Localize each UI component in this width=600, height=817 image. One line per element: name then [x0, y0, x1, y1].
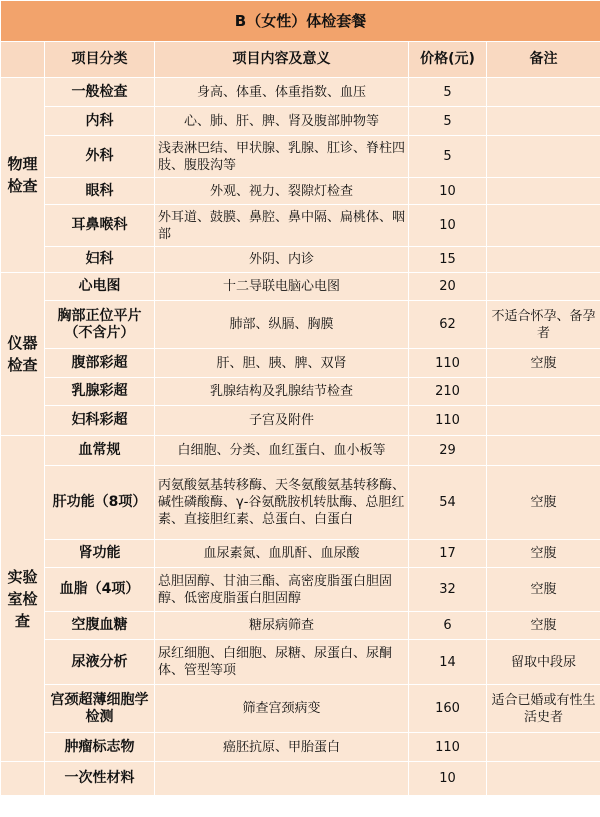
- item-name: 一般检查: [45, 78, 155, 107]
- item-price: 5: [409, 107, 487, 136]
- item-content: 乳腺结构及乳腺结节检查: [155, 378, 409, 406]
- item-note: [487, 247, 600, 273]
- item-price: 110: [409, 349, 487, 378]
- table-row: [1, 640, 600, 685]
- item-note: 空腹: [487, 540, 600, 568]
- item-name: 妇科彩超: [45, 406, 155, 436]
- header-price: 价格(元): [409, 42, 487, 78]
- item-note: [487, 406, 600, 436]
- item-note: [487, 733, 600, 762]
- item-name: 胸部正位平片（不含片）: [45, 301, 155, 349]
- item-name: 妇科: [45, 247, 155, 273]
- item-content: 肝、胆、胰、脾、双肾: [155, 349, 409, 378]
- item-note: 空腹: [487, 612, 600, 640]
- item-note: [487, 762, 600, 796]
- item-content: 子宫及附件: [155, 406, 409, 436]
- item-content: 十二导联电脑心电图: [155, 273, 409, 301]
- item-content: 身高、体重、体重指数、血压: [155, 78, 409, 107]
- item-name: 肾功能: [45, 540, 155, 568]
- item-note: [487, 436, 600, 466]
- item-price: 10: [409, 178, 487, 205]
- table-row: [1, 78, 600, 107]
- item-name: 心电图: [45, 273, 155, 301]
- item-price: 160: [409, 685, 487, 733]
- table-row: [1, 178, 600, 205]
- table-row: [1, 107, 600, 136]
- item-name: 宫颈超薄细胞学检测: [45, 685, 155, 733]
- item-content: [155, 762, 409, 796]
- item-price: 110: [409, 406, 487, 436]
- item-content: 肺部、纵膈、胸膜: [155, 301, 409, 349]
- table-row: [1, 349, 600, 378]
- table-row: [1, 568, 600, 612]
- item-name: 内科: [45, 107, 155, 136]
- item-name: 外科: [45, 136, 155, 178]
- item-content: 总胆固醇、甘油三酯、高密度脂蛋白胆固醇、低密度脂蛋白胆固醇: [155, 568, 409, 612]
- item-name: 眼科: [45, 178, 155, 205]
- item-price: 32: [409, 568, 487, 612]
- table-row: [1, 247, 600, 273]
- table-row: [1, 301, 600, 349]
- item-content: 癌胚抗原、甲胎蛋白: [155, 733, 409, 762]
- item-name: 空腹血糖: [45, 612, 155, 640]
- table-row: [1, 406, 600, 436]
- item-note: [487, 178, 600, 205]
- item-name: 一次性材料: [45, 762, 155, 796]
- table-row: [1, 466, 600, 540]
- item-price: 210: [409, 378, 487, 406]
- item-content: 外阴、内诊: [155, 247, 409, 273]
- item-note: [487, 378, 600, 406]
- item-note: [487, 78, 600, 107]
- item-price: 6: [409, 612, 487, 640]
- item-note: 留取中段尿: [487, 640, 600, 685]
- header-note: 备注: [487, 42, 600, 78]
- item-content: 血尿素氮、血肌酐、血尿酸: [155, 540, 409, 568]
- item-note: 空腹: [487, 349, 600, 378]
- item-content: 糖尿病筛查: [155, 612, 409, 640]
- table-row: [1, 540, 600, 568]
- item-content: 外观、视力、裂隙灯检查: [155, 178, 409, 205]
- item-note: [487, 273, 600, 301]
- table-row: [1, 205, 600, 247]
- table-title: B（女性）体检套餐: [1, 1, 600, 42]
- table-row: [1, 733, 600, 762]
- header-category: 项目分类: [45, 42, 155, 78]
- category-physical: 物理检查: [1, 78, 45, 273]
- item-price: 54: [409, 466, 487, 540]
- item-name: 腹部彩超: [45, 349, 155, 378]
- item-content: 白细胞、分类、血红蛋白、血小板等: [155, 436, 409, 466]
- item-name: 血脂（4项）: [45, 568, 155, 612]
- item-price: 10: [409, 762, 487, 796]
- item-content: 心、肺、肝、脾、肾及腹部肿物等: [155, 107, 409, 136]
- category-laboratory: 实验室检查: [1, 436, 45, 762]
- item-content: 丙氨酸氨基转移酶、天冬氨酸氨基转移酶、碱性磷酸酶、γ-谷氨酰胺机转肽酶、总胆红素、直接胆红素、总蛋白、白蛋白: [155, 466, 409, 540]
- table-row: [1, 685, 600, 733]
- item-content: 筛查宫颈病变: [155, 685, 409, 733]
- item-name: 尿液分析: [45, 640, 155, 685]
- item-note: 适合已婚或有性生活史者: [487, 685, 600, 733]
- item-content: 浅表淋巴结、甲状腺、乳腺、肛诊、脊柱四肢、腹股沟等: [155, 136, 409, 178]
- header-blank: [1, 42, 45, 78]
- table-row: [1, 273, 600, 301]
- item-price: 29: [409, 436, 487, 466]
- item-price: 62: [409, 301, 487, 349]
- category-instrument: 仪器检查: [1, 273, 45, 436]
- item-content: 外耳道、鼓膜、鼻腔、鼻中隔、扁桃体、咽部: [155, 205, 409, 247]
- item-price: 5: [409, 78, 487, 107]
- item-name: 肝功能（8项）: [45, 466, 155, 540]
- table-row: [1, 436, 600, 466]
- item-name: 肿瘤标志物: [45, 733, 155, 762]
- item-name: 乳腺彩超: [45, 378, 155, 406]
- table-row: [1, 378, 600, 406]
- category-blank: [1, 762, 45, 796]
- table-row: [1, 762, 600, 796]
- table-row: [1, 612, 600, 640]
- item-note: 空腹: [487, 466, 600, 540]
- table-row: [1, 136, 600, 178]
- item-note: [487, 205, 600, 247]
- item-price: 17: [409, 540, 487, 568]
- item-price: 5: [409, 136, 487, 178]
- item-name: 耳鼻喉科: [45, 205, 155, 247]
- item-price: 10: [409, 205, 487, 247]
- item-note: 空腹: [487, 568, 600, 612]
- header-row: [1, 42, 600, 78]
- item-price: 14: [409, 640, 487, 685]
- item-note: [487, 136, 600, 178]
- item-content: 尿红细胞、白细胞、尿糖、尿蛋白、尿酮体、管型等项: [155, 640, 409, 685]
- item-name: 血常规: [45, 436, 155, 466]
- title-row: [1, 1, 600, 42]
- header-content: 项目内容及意义: [155, 42, 409, 78]
- item-note: [487, 107, 600, 136]
- item-price: 15: [409, 247, 487, 273]
- item-price: 110: [409, 733, 487, 762]
- item-price: 20: [409, 273, 487, 301]
- item-note: 不适合怀孕、备孕者: [487, 301, 600, 349]
